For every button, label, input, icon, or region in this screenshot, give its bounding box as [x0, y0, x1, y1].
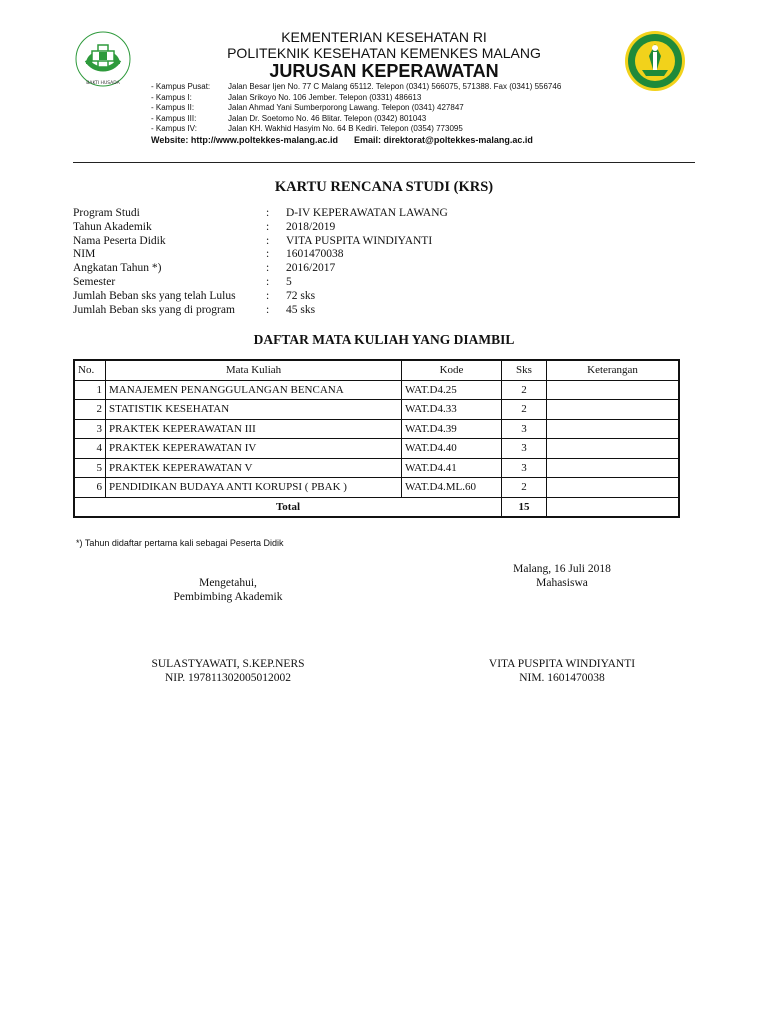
info-value: 2018/2019	[286, 220, 336, 233]
info-separator: :	[266, 220, 270, 233]
campus-address: Jalan Srikoyo No. 106 Jember. Telepon (0331) 486613	[228, 92, 422, 102]
campus-label: - Kampus II:	[151, 103, 195, 113]
cell-note	[547, 458, 680, 478]
campus-label: - Kampus IV:	[151, 124, 197, 134]
info-value: D-IV KEPERAWATAN LAWANG	[286, 207, 448, 219]
advisor-nip: NIP. 197811302005012002	[164, 672, 292, 684]
info-row	[73, 207, 448, 221]
table-row	[74, 400, 679, 420]
total-sks: 15	[502, 497, 547, 517]
logo-lettering: BAKTI HUSADA	[86, 81, 120, 86]
info-value: 5	[286, 275, 292, 288]
campus-row	[151, 93, 561, 104]
cell-no: 4	[74, 439, 106, 459]
advisor-name: SULASTYAWATI, S.KEP.NERS	[151, 658, 305, 670]
info-row	[73, 221, 448, 235]
info-label: Angkatan Tahun *)	[73, 262, 162, 275]
student-name: VITA PUSPITA WINDIYANTI	[488, 658, 636, 670]
cell-sks: 3	[502, 458, 547, 478]
info-label: Program Studi	[73, 207, 140, 219]
table-row	[74, 419, 679, 439]
total-label: Total	[74, 497, 502, 517]
info-separator: :	[266, 234, 270, 247]
campus-address-list	[151, 82, 561, 135]
campus-address: Jalan Ahmad Yani Sumberporong Lawang. Telepon (0341) 427847	[228, 103, 464, 113]
info-row	[73, 290, 448, 304]
cell-course: PRAKTEK KEPERAWATAN III	[106, 419, 402, 439]
footnote: *) Tahun didaftar pertama kali sebagai Peserta Didik	[76, 538, 284, 548]
info-value: 72 sks	[286, 289, 316, 302]
course-table	[73, 359, 680, 518]
cell-course: PRAKTEK KEPERAWATAN IV	[106, 439, 402, 459]
student-nim: NIM. 1601470038	[519, 672, 605, 684]
cell-course: PRAKTEK KEPERAWATAN V	[106, 458, 402, 478]
cell-no: 5	[74, 458, 106, 478]
cell-course: STATISTIK KESEHATAN	[106, 400, 402, 420]
total-note	[547, 497, 680, 517]
table-header-row	[74, 360, 679, 380]
info-row	[73, 248, 448, 262]
campus-address: Jalan Besar Ijen No. 77 C Malang 65112. Telepon (0341) 566075, 571388. Fax (0341) 556746	[228, 82, 562, 91]
cell-course: MANAJEMEN PENANGGULANGAN BENCANA	[106, 380, 402, 400]
info-value: 2016/2017	[286, 262, 336, 275]
info-value: 45 sks	[286, 303, 316, 316]
info-separator: :	[266, 248, 270, 261]
info-separator: :	[266, 289, 270, 302]
cell-sks: 3	[502, 419, 547, 439]
col-header-code: Kode	[402, 360, 502, 380]
info-separator: :	[266, 262, 270, 275]
col-header-no: No.	[74, 360, 106, 380]
info-separator: :	[266, 303, 270, 316]
campus-address: Jalan KH. Wakhid Hasyim No. 64 B Kediri. Telepon (0354) 773095	[228, 124, 463, 134]
course-list-title: DAFTAR MATA KULIAH YANG DIAMBIL	[253, 332, 515, 347]
cell-note	[547, 439, 680, 459]
institution-name: POLITEKNIK KESEHATAN KEMENKES MALANG	[227, 45, 541, 61]
info-label: Jumlah Beban sks yang telah Lulus	[73, 289, 236, 302]
cell-note	[547, 380, 680, 400]
col-header-note: Keterangan	[547, 360, 680, 380]
info-separator: :	[266, 275, 270, 288]
cell-no: 2	[74, 400, 106, 420]
cell-code: WAT.D4.ML.60	[402, 478, 502, 498]
advisor-role: Pembimbing Akademik	[173, 591, 283, 603]
campus-label: - Kampus I:	[151, 92, 192, 102]
email-link[interactable]: Email: direktorat@poltekkes-malang.ac.id	[354, 135, 533, 145]
table-total-row	[74, 497, 679, 517]
cell-code: WAT.D4.33	[402, 400, 502, 420]
info-row	[73, 262, 448, 276]
info-value: VITA PUSPITA WINDIYANTI	[286, 234, 433, 247]
cell-sks: 2	[502, 478, 547, 498]
ministry-name: KEMENTERIAN KESEHATAN RI	[281, 29, 487, 45]
contact-line	[151, 135, 533, 145]
cell-code: WAT.D4.41	[402, 458, 502, 478]
student-info	[73, 207, 448, 317]
table-row	[74, 458, 679, 478]
cell-sks: 3	[502, 439, 547, 459]
info-separator: :	[266, 207, 270, 219]
info-label: Tahun Akademik	[73, 220, 152, 233]
campus-address: Jalan Dr. Soetomo No. 46 Blitar. Telepon (0342) 801043	[228, 113, 427, 123]
cell-no: 6	[74, 478, 106, 498]
campus-row	[151, 82, 561, 93]
campus-row	[151, 124, 561, 135]
info-row	[73, 276, 448, 290]
cell-note	[547, 419, 680, 439]
table-row	[74, 380, 679, 400]
campus-row	[151, 103, 561, 114]
cell-note	[547, 478, 680, 498]
info-label: NIM	[73, 248, 96, 261]
department-name: JURUSAN KEPERAWATAN	[269, 61, 499, 81]
info-row	[73, 304, 448, 318]
info-value: 1601470038	[286, 248, 344, 261]
col-header-course: Mata Kuliah	[106, 360, 402, 380]
info-label: Nama Peserta Didik	[73, 234, 166, 247]
student-role: Mahasiswa	[536, 577, 588, 589]
cell-sks: 2	[502, 380, 547, 400]
table-row	[74, 478, 679, 498]
place-date: Malang, 16 Juli 2018	[513, 563, 611, 575]
cell-note	[547, 400, 680, 420]
cell-code: WAT.D4.40	[402, 439, 502, 459]
info-label: Semester	[73, 275, 116, 288]
cell-sks: 2	[502, 400, 547, 420]
document-title: KARTU RENCANA STUDI (KRS)	[274, 179, 494, 195]
table-row	[74, 439, 679, 459]
cell-code: WAT.D4.25	[402, 380, 502, 400]
advisor-acknowledge: Mengetahui,	[199, 577, 257, 589]
cell-code: WAT.D4.39	[402, 419, 502, 439]
campus-label: - Kampus III:	[151, 113, 197, 123]
cell-no: 1	[74, 380, 106, 400]
cell-course: PENDIDIKAN BUDAYA ANTI KORUPSI ( PBAK )	[106, 478, 402, 498]
campus-row	[151, 114, 561, 125]
campus-label: - Kampus Pusat:	[151, 82, 211, 91]
website-link[interactable]: Website: http://www.poltekkes-malang.ac.id	[151, 135, 339, 145]
info-row	[73, 235, 448, 249]
cell-no: 3	[74, 419, 106, 439]
col-header-sks: Sks	[502, 360, 547, 380]
info-label: Jumlah Beban sks yang di program	[73, 303, 235, 316]
header-divider	[73, 162, 695, 163]
